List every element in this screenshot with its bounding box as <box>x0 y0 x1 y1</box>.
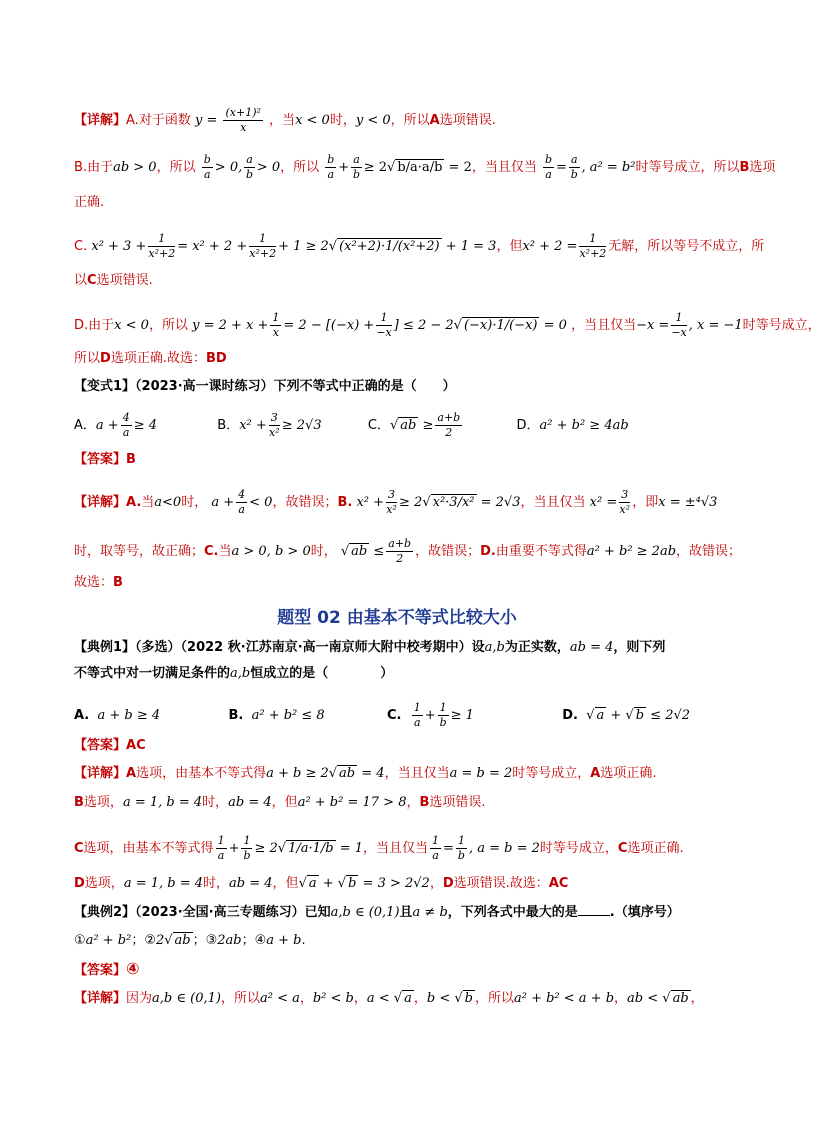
detail-b-line: B.由于ab > 0，所以 $\frac{b}{a}$ > 0, $\frac{a}{b}$ > 0，所以 $\frac{b}{a}$ + $\frac{a}{b}$ ≥ 2√ b/a·a/b = 2，当且仅当 $\frac{b}{a}$ = $\frac{a}{b}$ , a² = b²时等号成立，所以B选项 <box>74 153 776 181</box>
example2-answer: 【答案】④ <box>74 959 140 978</box>
detail-c-line: C. x² + 3 + $\frac{1}{\text{x²+2}}$ = x² + 2 + $\frac{1}{\text{x²+2}}$ + 1 ≥ 2√ (x²+2)·1/(x²+2) + 1 = 3，但x² + 2 = $\frac{1}{\text{x²+2}}$ 无解，所以等号不成立，所 <box>74 232 765 260</box>
variant-detail-2: 时，取等号，故正确；C.当a > 0, b > 0时， √ ab ≤ $\frac{a+b}{2}$ ，故错误；D.由重要不等式得a² + b² ≥ 2ab，故错误； <box>74 537 742 565</box>
math-function: y = <box>194 113 218 128</box>
example1-detail-b: B选项，a = 1, b = 4时，ab = 4，但a² + b² = 17 > 8，B选项错误. <box>74 795 486 810</box>
section-heading: 题型 02 由基本不等式比较大小 <box>277 608 517 628</box>
example2-detail: 【详解】因为a,b ∈ (0,1)，所以a² < a，b² < b，a < √ a ，b < √ b ，所以a² + b² < a + b，ab < √ ab ， <box>74 991 704 1006</box>
detail-a-line: 【详解】A.对于函数 y = $\frac{\text{(x+1)²}}{x}$ ，当x < 0时，y < 0，所以A选项错误. <box>74 106 496 134</box>
example2-question: 【典例2】（2023·全国·高三专题练习）已知a,b ∈ (0,1)且a ≠ b，下列各式中最大的是 .（填序号） <box>74 905 680 920</box>
variant-detail-1: 【详解】A.当a<0时， a + $\frac{4}{a}$ < 0，故错误；B. x² + $\frac{3}{\text{x²}}$ ≥ 2√ x²·3/x² = 2√3，当且仅当 x² = $\frac{3}{\text{x²}}$ ，即x = ±⁴√3 <box>74 488 718 516</box>
example2-items: ①a² + b²；②2√ ab ；③2ab；④a + b. <box>74 933 306 948</box>
math-fraction: $\frac{\text{(x+1)²}}{x}$ <box>225 106 261 134</box>
example1-detail-a: 【详解】A选项，由基本不等式得a + b ≥ 2√ ab = 4，当且仅当a = b = 2时等号成立，A选项正确. <box>74 766 657 781</box>
example1-question: 【典例1】（多选）（2022 秋·江苏南京·高一南京师大附中校考期中）设a,b为正实数，ab = 4，则下列 <box>74 640 666 655</box>
example1-question2: 不等式中对一切满足条件的a,b恒成立的是（ ） <box>74 666 394 681</box>
example1-answer: 【答案】AC <box>74 738 146 753</box>
variant-answer: 【答案】B <box>74 452 136 467</box>
example1-options: A. a + b ≥ 4 B. a² + b² ≤ 8 C. $\frac{1}{a}$ + $\frac{1}{b}$ ≥ 1 D. √ a + √ b ≤ 2√2 <box>74 701 691 729</box>
example1-detail-c: C选项，由基本不等式得 $\frac{1}{a}$ + $\frac{1}{b}$ ≥ 2√ 1/a·1/b = 1，当且仅当 $\frac{1}{a}$ = $\frac{1}{b}$ , a = b = 2时等号成立，C选项正确. <box>74 834 684 862</box>
detail-d-line2: 所以D选项正确.故选：BD <box>74 351 227 366</box>
variant-options: A．a + $\frac{4}{a}$ ≥ 4 B．x² + $\frac{3}{\text{x²}}$ ≥ 2√3 C．√ ab ≥ $\frac{a+b}{2}$ D．a² + b² ≥ 4ab <box>74 411 629 439</box>
variant-detail-3: 故选：B <box>74 575 123 590</box>
example1-detail-d: D选项，a = 1, b = 4时，ab = 4，但√ a + √ b = 3 > 2√2，D选项错误.故选：AC <box>74 876 569 891</box>
variant-question: 【变式1】（2023·高一课时练习）下列不等式中正确的是（ ） <box>74 379 456 394</box>
detail-b-line2: 正确. <box>74 195 105 210</box>
detail-d-line: D.由于x < 0，所以 y = 2 + x + $\frac{1}{x}$ = 2 − [(−x) + $\frac{1}{-x}$ ] ≤ 2 − 2√ (−x)·1/(−x) = 0 ，当且仅当−x = $\frac{1}{-x}$ , x = −1时等号成立， <box>74 311 821 339</box>
detail-c-line2: 以C选项错误. <box>74 273 153 288</box>
answer-blank <box>578 915 610 916</box>
